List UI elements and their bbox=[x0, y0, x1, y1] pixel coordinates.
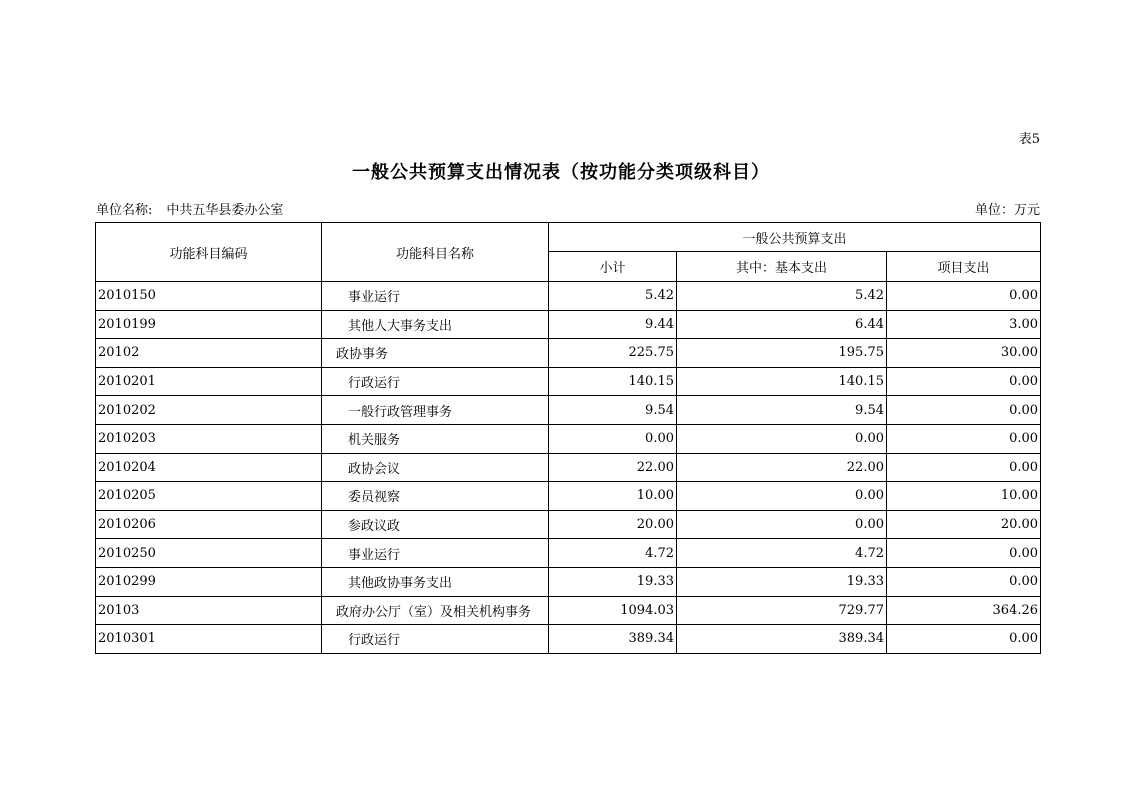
row-project-cell: 0.00 bbox=[887, 396, 1041, 425]
row-name-cell: 政协事务 bbox=[322, 339, 549, 368]
row-project-cell: 0.00 bbox=[887, 625, 1041, 654]
header-name: 功能科目名称 bbox=[322, 223, 549, 282]
row-project-cell: 0.00 bbox=[887, 453, 1041, 482]
header-project: 项目支出 bbox=[887, 252, 1041, 282]
row-project-cell: 20.00 bbox=[887, 510, 1041, 539]
unit-name-group bbox=[96, 199, 283, 218]
row-basic-cell: 0.00 bbox=[677, 510, 887, 539]
row-name-cell: 行政运行 bbox=[322, 367, 549, 396]
row-basic-cell: 6.44 bbox=[677, 310, 887, 339]
table-row bbox=[96, 567, 1041, 596]
row-basic-cell: 4.72 bbox=[677, 539, 887, 568]
row-project-cell: 0.00 bbox=[887, 367, 1041, 396]
row-name-cell: 行政运行 bbox=[322, 625, 549, 654]
row-code-cell: 2010202 bbox=[96, 396, 322, 425]
row-code-cell: 2010250 bbox=[96, 539, 322, 568]
table-row bbox=[96, 282, 1041, 311]
row-subtotal-cell: 19.33 bbox=[549, 567, 677, 596]
header-code: 功能科目编码 bbox=[96, 223, 322, 282]
table-row bbox=[96, 539, 1041, 568]
row-name-cell: 政协会议 bbox=[322, 453, 549, 482]
table-row bbox=[96, 596, 1041, 625]
row-subtotal-cell: 225.75 bbox=[549, 339, 677, 368]
row-basic-cell: 22.00 bbox=[677, 453, 887, 482]
table-row bbox=[96, 453, 1041, 482]
table-row bbox=[96, 310, 1041, 339]
header-group: 一般公共预算支出 bbox=[549, 223, 1041, 252]
header-subtotal: 小计 bbox=[549, 252, 677, 282]
unit-name-value: 中共五华县委办公室 bbox=[166, 203, 284, 218]
row-subtotal-cell: 20.00 bbox=[549, 510, 677, 539]
budget-table bbox=[95, 222, 1041, 654]
row-project-cell: 30.00 bbox=[887, 339, 1041, 368]
row-name-cell: 事业运行 bbox=[322, 282, 549, 311]
row-subtotal-cell: 22.00 bbox=[549, 453, 677, 482]
row-project-cell: 3.00 bbox=[887, 310, 1041, 339]
row-code-cell: 20103 bbox=[96, 596, 322, 625]
row-name-cell: 机关服务 bbox=[322, 424, 549, 453]
row-basic-cell: 19.33 bbox=[677, 567, 887, 596]
row-subtotal-cell: 9.44 bbox=[549, 310, 677, 339]
row-code-cell: 2010299 bbox=[96, 567, 322, 596]
row-basic-cell: 9.54 bbox=[677, 396, 887, 425]
row-subtotal-cell: 5.42 bbox=[549, 282, 677, 311]
row-project-cell: 0.00 bbox=[887, 567, 1041, 596]
row-name-cell: 其他人大事务支出 bbox=[322, 310, 549, 339]
row-name-cell: 一般行政管理事务 bbox=[322, 396, 549, 425]
row-name-cell: 事业运行 bbox=[322, 539, 549, 568]
row-code-cell: 2010203 bbox=[96, 424, 322, 453]
row-basic-cell: 0.00 bbox=[677, 424, 887, 453]
table-row bbox=[96, 625, 1041, 654]
row-project-cell: 10.00 bbox=[887, 482, 1041, 511]
row-project-cell: 0.00 bbox=[887, 539, 1041, 568]
row-project-cell: 0.00 bbox=[887, 282, 1041, 311]
row-subtotal-cell: 140.15 bbox=[549, 367, 677, 396]
row-code-cell: 2010201 bbox=[96, 367, 322, 396]
row-code-cell: 2010205 bbox=[96, 482, 322, 511]
row-code-cell: 2010206 bbox=[96, 510, 322, 539]
table-row bbox=[96, 482, 1041, 511]
row-basic-cell: 5.42 bbox=[677, 282, 887, 311]
row-name-cell: 政府办公厅（室）及相关机构事务 bbox=[322, 596, 549, 625]
row-basic-cell: 140.15 bbox=[677, 367, 887, 396]
table-row bbox=[96, 510, 1041, 539]
row-name-cell: 参政议政 bbox=[322, 510, 549, 539]
table-row bbox=[96, 367, 1041, 396]
table-row bbox=[96, 396, 1041, 425]
row-basic-cell: 195.75 bbox=[677, 339, 887, 368]
row-subtotal-cell: 389.34 bbox=[549, 625, 677, 654]
table-row bbox=[96, 339, 1041, 368]
unit-info-line bbox=[96, 199, 1040, 217]
row-project-cell: 364.26 bbox=[887, 596, 1041, 625]
row-subtotal-cell: 0.00 bbox=[549, 424, 677, 453]
row-basic-cell: 0.00 bbox=[677, 482, 887, 511]
row-name-cell: 委员视察 bbox=[322, 482, 549, 511]
row-code-cell: 2010199 bbox=[96, 310, 322, 339]
table-row bbox=[96, 424, 1041, 453]
row-code-cell: 20102 bbox=[96, 339, 322, 368]
row-code-cell: 2010150 bbox=[96, 282, 322, 311]
row-name-cell: 其他政协事务支出 bbox=[322, 567, 549, 596]
page-title: 一般公共预算支出情况表（按功能分类项级科目） bbox=[352, 162, 770, 183]
currency-unit: 单位：万元 bbox=[974, 203, 1040, 218]
unit-name-label: 单位名称: bbox=[96, 203, 153, 218]
row-subtotal-cell: 1094.03 bbox=[549, 596, 677, 625]
row-subtotal-cell: 10.00 bbox=[549, 482, 677, 511]
row-subtotal-cell: 9.54 bbox=[549, 396, 677, 425]
row-subtotal-cell: 4.72 bbox=[549, 539, 677, 568]
row-code-cell: 2010301 bbox=[96, 625, 322, 654]
row-code-cell: 2010204 bbox=[96, 453, 322, 482]
table-number: 表5 bbox=[1018, 132, 1040, 147]
row-basic-cell: 389.34 bbox=[677, 625, 887, 654]
row-project-cell: 0.00 bbox=[887, 424, 1041, 453]
row-basic-cell: 729.77 bbox=[677, 596, 887, 625]
header-basic: 其中：基本支出 bbox=[677, 252, 887, 282]
